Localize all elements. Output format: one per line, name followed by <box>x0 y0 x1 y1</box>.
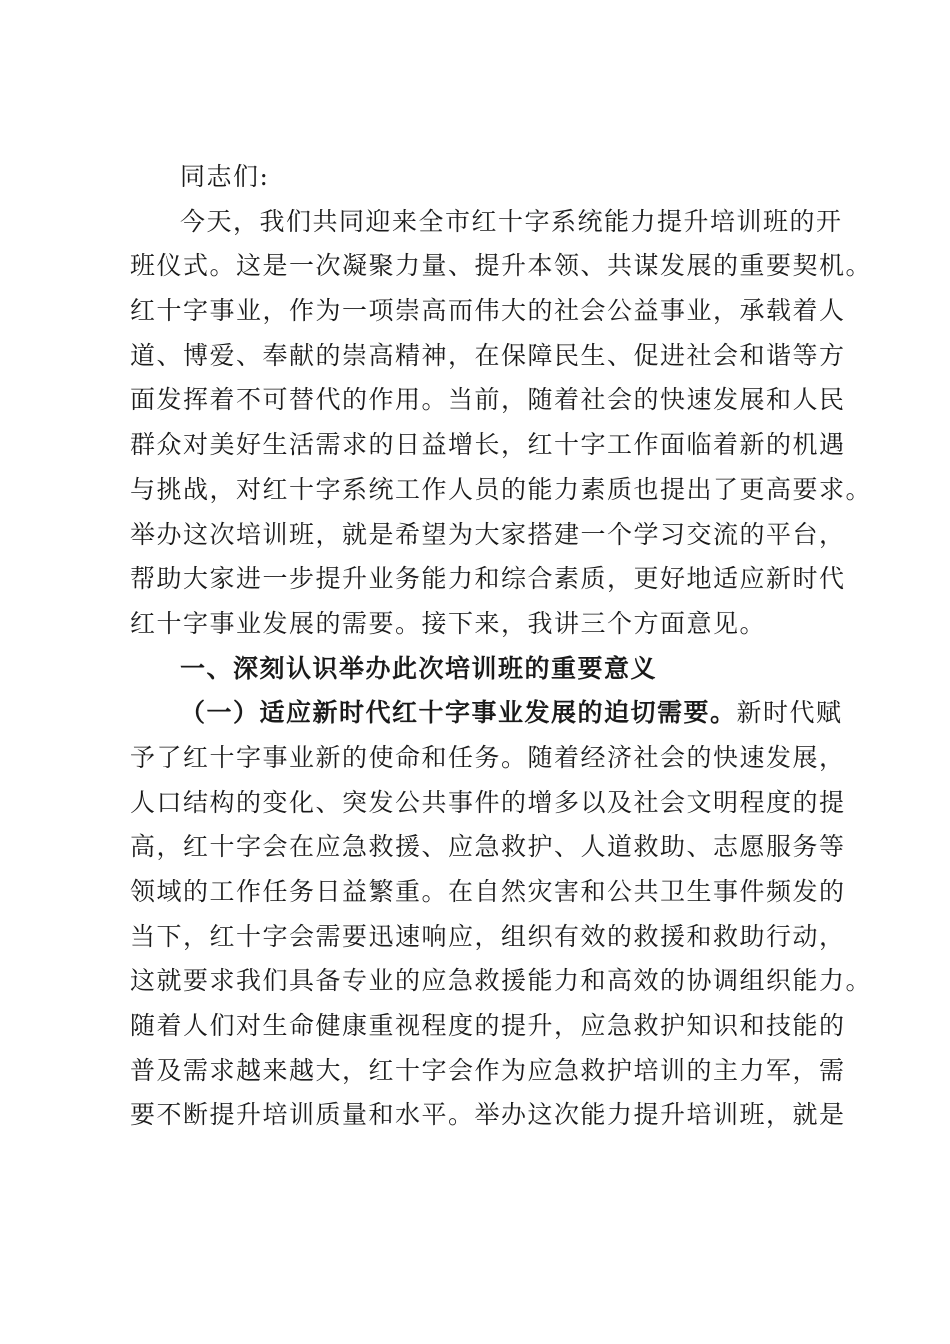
paragraph-line: 这就要求我们具备专业的应急救援能力和高效的协调组织能力。 <box>130 966 873 996</box>
paragraph-line: 领域的工作任务日益繁重。在自然灾害和公共卫生事件频发的 <box>130 877 846 906</box>
paragraph-line: 道、博爱、奉献的崇高精神，在保障民生、促进社会和谐等方 <box>130 340 846 370</box>
paragraph-line: 人口结构的变化、突发公共事件的增多以及社会文明程度的提 <box>130 787 846 817</box>
paragraph-line <box>130 691 843 736</box>
paragraph-line: 帮助大家进一步提升业务能力和综合素质，更好地适应新时代 <box>130 564 846 594</box>
intro-paragraph <box>130 200 873 647</box>
paragraph-line: 要不断提升培训质量和水平。举办这次能力提升培训班，就是 <box>130 1100 846 1130</box>
paragraph-line: 群众对美好生活需求的日益增长，红十字工作面临着新的机遇 <box>130 430 846 460</box>
subsection-paragraph <box>130 691 873 1138</box>
paragraph-line: 红十字事业发展的需要。接下来，我讲三个方面意见。 <box>130 608 767 638</box>
paragraph-line: 今天，我们共同迎来全市红十字系统能力提升培训班的开 <box>180 206 843 236</box>
subsection-first-line-tail: 新时代赋 <box>736 698 843 728</box>
paragraph-line: 高，红十字会在应急救援、应急救护、人道救助、志愿服务等 <box>130 832 846 862</box>
paragraph-line: 予了红十字事业新的使命和任务。随着经济社会的快速发展， <box>130 742 846 772</box>
paragraph-line: 红十字事业，作为一项崇高而伟大的社会公益事业，承载着人 <box>130 296 846 326</box>
paragraph-line: 举办这次培训班，就是希望为大家搭建一个学习交流的平台， <box>130 519 846 549</box>
paragraph-line: 与挑战，对红十字系统工作人员的能力素质也提出了更高要求。 <box>130 474 873 504</box>
document-body <box>130 155 873 1138</box>
paragraph-line: 随着人们对生命健康重视程度的提升，应急救护知识和技能的 <box>130 1011 846 1041</box>
paragraph-line: 当下，红十字会需要迅速响应，组织有效的救援和救助行动， <box>130 921 846 951</box>
section-heading: 一、深刻认识举办此次培训班的重要意义 <box>180 653 658 683</box>
paragraph-line: 面发挥着不可替代的作用。当前，随着社会的快速发展和人民 <box>130 385 846 415</box>
salutation: 同志们: <box>180 162 270 191</box>
paragraph-line: 普及需求越来越大，红十字会作为应急救护培训的主力军，需 <box>130 1055 846 1085</box>
subsection-title: （一）适应新时代红十字事业发展的迫切需要。 <box>180 698 737 728</box>
paragraph-line: 班仪式。这是一次凝聚力量、提升本领、共谋发展的重要契机。 <box>130 251 873 281</box>
